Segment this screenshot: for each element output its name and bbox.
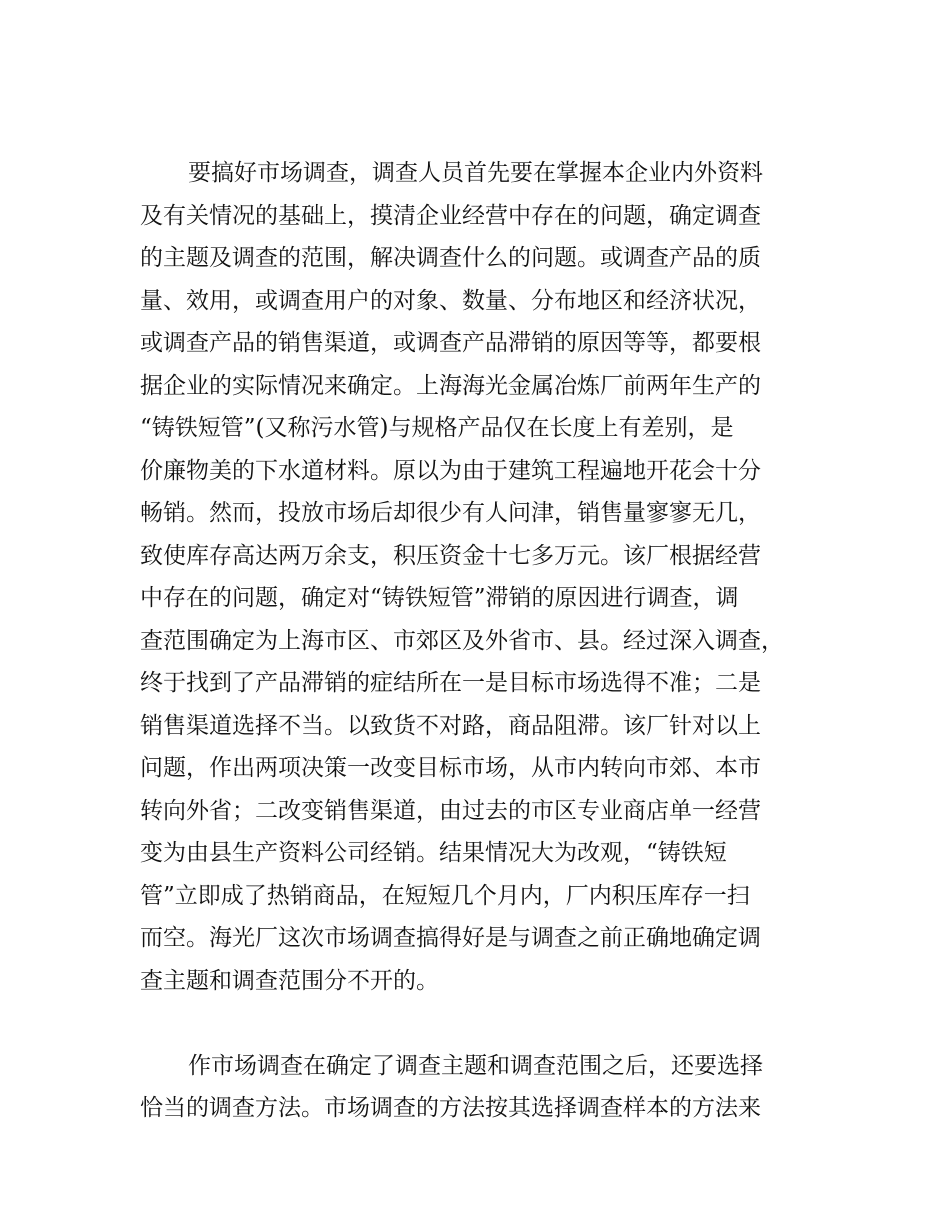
text-line: 查主题和调查范围分不开的。	[140, 967, 439, 994]
paragraph-research-methods	[140, 1045, 830, 1130]
text-line: 要搞好市场调查，调查人员首先要在掌握本企业内外资料	[188, 160, 763, 186]
paragraph-market-research-example	[140, 152, 830, 1002]
text-line: 销售渠道选择不当。以致货不对路，商品阻滞。该厂针对以上	[140, 712, 761, 739]
text-line: 转向外省；二改变销售渠道，由过去的市区专业商店单一经营	[140, 797, 761, 824]
text-line: 查范围确定为上海市区、市郊区及外省市、县。经过深入调查，	[140, 627, 784, 654]
text-line: “铸铁短管”(又称污水管)与规格产品仅在长度上有差别，是	[140, 415, 734, 441]
text-line: 据企业的实际情况来确定。上海海光金属冶炼厂前两年生产的	[140, 372, 761, 399]
text-line: 量、效用，或调查用户的对象、数量、分布地区和经济状况，	[140, 287, 761, 314]
text-line: 致使库存高达两万余支，积压资金十七多万元。该厂根据经营	[140, 542, 761, 569]
text-line: 价廉物美的下水道材料。原以为由于建筑工程遍地开花会十分	[140, 457, 761, 484]
document-body	[140, 152, 830, 1130]
text-line: 而空。海光厂这次市场调查搞得好是与调查之前正确地确定调	[140, 925, 761, 951]
text-line: 畅销。然而，投放市场后却很少有人问津，销售量寥寥无几，	[140, 500, 761, 526]
text-line: 恰当的调查方法。市场调查的方法按其选择调查样本的方法来	[140, 1095, 761, 1121]
text-line: 及有关情况的基础上，摸清企业经营中存在的问题，确定调查	[140, 202, 761, 229]
text-line: 变为由县生产资料公司经销。结果情况大为改观，“铸铁短	[140, 840, 727, 866]
text-line: 或调查产品的销售渠道，或调查产品滞销的原因等等，都要根	[140, 330, 761, 356]
text-line: 中存在的问题，确定对“铸铁短管”滞销的原因进行调查，调	[140, 585, 739, 611]
text-line: 问题，作出两项决策一改变目标市场，从市内转向市郊、本市	[140, 755, 761, 781]
text-line: 的主题及调查的范围，解决调查什么的问题。或调查产品的质	[140, 245, 761, 271]
text-line: 作市场调查在确定了调查主题和调查范围之后，还要选择	[188, 1052, 763, 1079]
paragraph-spacer	[140, 1002, 830, 1045]
text-line: 终于找到了产品滞销的症结所在一是目标市场选得不准；二是	[140, 670, 761, 696]
text-line: 管”立即成了热销商品，在短短几个月内，厂内积压库存一扫	[140, 882, 750, 909]
